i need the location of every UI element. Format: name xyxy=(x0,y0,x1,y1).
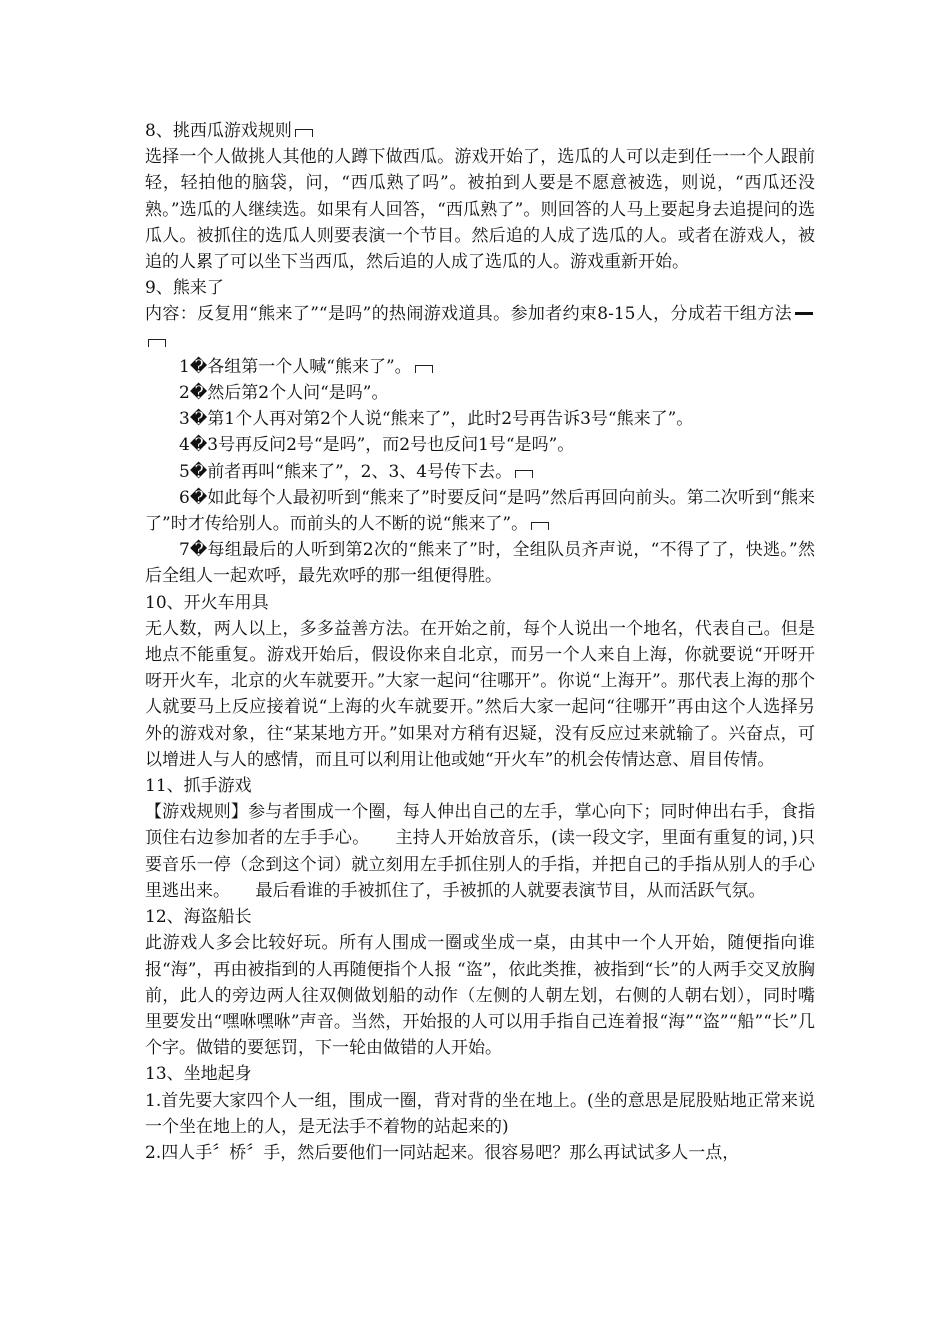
bold-mark-icon xyxy=(795,312,813,315)
paragraph-mark-icon xyxy=(295,129,313,137)
step-2: 2�然后第2个人问“是吗”。 xyxy=(179,383,389,404)
step-1: 1�各组第一个人喊“熊来了”。 xyxy=(145,354,815,380)
section-8-body: 选择一个人做挑人其他的人蹲下做西瓜。游戏开始了，选瓜的人可以走到任一一个人跟前轻，轻拍他的脑袋，问，“西瓜熟了吗”。被拍到人要是不愿意被选，则说，“西瓜还没熟。”选瓜的人继续选。如果有人回答，“西瓜熟了”。则回答的人马上要起身去追提问的选瓜人。被抓住的选瓜人则要表演一个节目。然后追的人成了选瓜的人。或者在游戏人，被追的人累了可以坐下当西瓜，然后追的人成了选瓜的人。游戏重新开始。 xyxy=(145,147,815,273)
document-page xyxy=(145,118,815,1166)
section-11-heading: 11、抓手游戏 xyxy=(145,776,252,797)
paragraph-mark-icon xyxy=(531,522,549,530)
paragraph-mark-icon xyxy=(415,365,433,373)
section-12-body: 此游戏人多会比较好玩。所有人围成一圈或坐成一桌，由其中一个人开始，随便指向谁报“海”，再由被指到的人再随便指个人报 “盗”，依此类推，被指到“长”的人两手交叉放胸前，此人的旁边两人往双侧做划船的动作（左侧的人朝左划，右侧的人朝右划），同时嘴里要发出“嘿咻嘿咻”声音。当然，开始报的人可以用手指自己连着报“海”“盗”“船”“长”几个字。做错的要惩罚，下一轮由做错的人开始。 xyxy=(145,933,815,1059)
paragraph-mark-icon xyxy=(515,470,533,478)
section-13-p2: 2.四人手〞桥〞手，然后要他们一同站起来。很容易吧？那么再试试多人一点， xyxy=(145,1142,740,1163)
section-8-heading: 8、挑西瓜游戏规则 xyxy=(145,118,815,144)
paragraph-mark-icon xyxy=(148,339,166,347)
step-5: 5�前者再叫“熊来了”，2、3、4号传下去。 xyxy=(145,459,815,485)
section-11-body: 【游戏规则】参与者围成一个圈，每人伸出自己的左手，掌心向下；同时伸出右手，食指顶住右边参加者的左手手心。 主持人开始放音乐，(读一段文字，里面有重复的词，)只要音乐一停（念到这个词）就立刻用左手抓住别人的手指，并把自己的手指从别人的手心里逃出来。 最后看谁的手被抓住了，手被抓的人就要表演节目，从而活跃气氛。 xyxy=(145,802,815,901)
step-4: 4�3号再反问2号“是吗”，而2号也反问1号“是吗”。 xyxy=(179,435,575,456)
section-13-p1: 1.首先要大家四个人一组，围成一圈，背对背的坐在地上。(坐的意思是屁股贴地正常来说一个坐在地上的人，是无法手不着物的站起来的) xyxy=(145,1090,815,1137)
section-10-heading: 10、开火车用具 xyxy=(145,592,269,613)
step-3: 3�第1个人再对第2个人说“熊来了”，此时2号再告诉3号“熊来了”。 xyxy=(179,409,694,430)
section-10-body: 无人数，两人以上，多多益善方法。在开始之前，每个人说出一个地名，代表自己。但是地点不能重复。游戏开始后，假设你来自北京，而另一个人来自上海，你就要说“开呀开呀开火车，北京的火车就要开。”大家一起问“往哪开”。你说“上海开”。那代表上海的那个人就要马上反应接着说“上海的火车就要开。”然后大家一起问“往哪开”再由这个人选择另外的游戏对象，往“某某地方开。”如果对方稍有迟疑，没有反应过来就输了。兴奋点，可以增进人与人的感情，而且可以利用让他或她“开火车”的机会传情达意、眉目传情。 xyxy=(145,618,815,770)
section-9-intro: 内容：反复用“熊来了”“是吗”的热闹游戏道具。参加者约束8-15人，分成若干组方法 xyxy=(145,301,815,353)
section-9-heading: 9、熊来了 xyxy=(145,278,224,299)
section-12-heading: 12、海盗船长 xyxy=(145,907,252,928)
section-13-heading: 13、坐地起身 xyxy=(145,1064,252,1085)
step-6: 6�如此每个人最初听到“熊来了”时要反问“是吗”然后再回向前头。第二次听到“熊来了”时才传给别人。而前头的人不断的说“熊来了”。 xyxy=(145,487,815,535)
step-7: 7�每组最后的人听到第2次的“熊来了”时，全组队员齐声说，“不得了了，快逃。”然后全组人一起欢呼，最先欢呼的那一组便得胜。 xyxy=(145,540,815,587)
